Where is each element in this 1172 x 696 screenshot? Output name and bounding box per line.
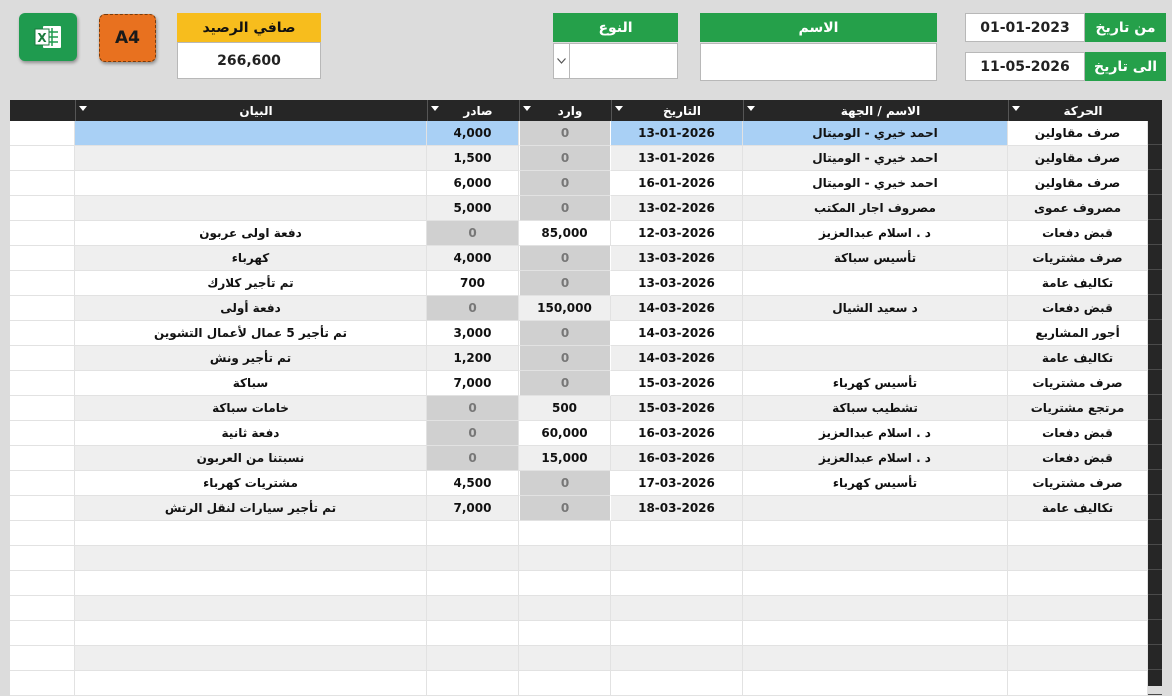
table-row[interactable] (10, 446, 1162, 471)
cell-outgoing[interactable]: 4,000 (427, 246, 519, 271)
row-gutter (10, 396, 75, 421)
cell-outgoing[interactable]: 0 (427, 446, 519, 471)
cell-incoming[interactable]: 0 (519, 246, 611, 271)
cell-outgoing[interactable]: 4,500 (427, 471, 519, 496)
cell-type[interactable]: قبض دفعات (1008, 421, 1148, 446)
cell-outgoing[interactable]: 0 (427, 296, 519, 321)
cell-incoming[interactable] (519, 596, 611, 621)
table-row[interactable] (10, 271, 1162, 296)
filter-arrow-icon[interactable] (79, 106, 87, 111)
cell-incoming[interactable]: 0 (519, 371, 611, 396)
row-selector[interactable] (1148, 321, 1162, 345)
cell-type[interactable] (1008, 596, 1148, 621)
row-selector[interactable] (1148, 246, 1162, 270)
table-row[interactable] (10, 571, 1162, 596)
cell-type[interactable]: صرف مشتريات (1008, 371, 1148, 396)
cell-date[interactable] (611, 546, 743, 571)
cell-type[interactable]: صرف مشتريات (1008, 246, 1148, 271)
cell-type[interactable]: صرف مقاولين (1008, 121, 1148, 146)
from-date-label: من تاريخ (1085, 13, 1166, 42)
row-selector[interactable] (1148, 146, 1162, 170)
cell-type[interactable] (1008, 671, 1148, 696)
cell-type[interactable]: قبض دفعات (1008, 446, 1148, 471)
cell-outgoing[interactable]: 1,500 (427, 146, 519, 171)
cell-type[interactable]: أجور المشاريع (1008, 321, 1148, 346)
table-row[interactable] (10, 346, 1162, 371)
row-gutter (10, 671, 75, 696)
cell-date[interactable]: 15-03-2026 (611, 396, 743, 421)
row-selector[interactable] (1148, 346, 1162, 370)
cell-description[interactable] (75, 621, 427, 646)
table-row[interactable] (10, 521, 1162, 546)
row-gutter (10, 471, 75, 496)
table-row[interactable] (10, 371, 1162, 396)
cell-date[interactable]: 17-03-2026 (611, 471, 743, 496)
cell-type[interactable]: تكاليف عامة (1008, 496, 1148, 521)
cell-name[interactable] (743, 671, 1008, 696)
cell-date[interactable]: 12-03-2026 (611, 221, 743, 246)
cell-date[interactable]: 14-03-2026 (611, 346, 743, 371)
to-date-label: الى تاريخ (1085, 52, 1166, 81)
export-excel-button[interactable] (19, 13, 77, 61)
cell-description[interactable]: نسبتنا من العربون (75, 446, 427, 471)
row-gutter (10, 621, 75, 646)
filter-arrow-icon[interactable] (615, 106, 623, 111)
cell-description[interactable]: سباكة (75, 371, 427, 396)
cell-description[interactable] (75, 171, 427, 196)
cell-date[interactable] (611, 646, 743, 671)
row-gutter (10, 546, 75, 571)
balance-value: 266,600 (177, 42, 321, 79)
row-gutter (10, 446, 75, 471)
row-selector[interactable] (1148, 446, 1162, 470)
table-row[interactable] (10, 171, 1162, 196)
cell-outgoing[interactable]: 0 (427, 421, 519, 446)
cell-name[interactable] (743, 321, 1008, 346)
cell-type[interactable]: تكاليف عامة (1008, 271, 1148, 296)
type-filter-select[interactable] (553, 43, 678, 79)
cell-outgoing[interactable]: 0 (427, 221, 519, 246)
row-selector[interactable] (1148, 471, 1162, 495)
cell-outgoing[interactable]: 3,000 (427, 321, 519, 346)
from-date-input[interactable]: 01-01-2023 (965, 13, 1085, 42)
cell-incoming[interactable]: 150,000 (519, 296, 611, 321)
cell-type[interactable]: صرف مقاولين (1008, 146, 1148, 171)
cell-name[interactable] (743, 571, 1008, 596)
cell-incoming[interactable]: 0 (519, 321, 611, 346)
row-gutter (10, 196, 75, 221)
row-selector[interactable] (1148, 296, 1162, 320)
cell-name[interactable] (743, 596, 1008, 621)
filter-arrow-icon[interactable] (1012, 106, 1020, 111)
cell-name[interactable]: د . اسلام عبدالعزيز (743, 221, 1008, 246)
row-selector[interactable] (1148, 171, 1162, 195)
cell-name[interactable]: تأسيس كهرباء (743, 471, 1008, 496)
name-filter-input[interactable] (700, 43, 937, 81)
table-row[interactable] (10, 646, 1162, 671)
row-gutter (10, 521, 75, 546)
row-gutter (10, 121, 75, 146)
cell-name[interactable]: مصروف اجار المكتب (743, 196, 1008, 221)
transactions-table (10, 100, 1162, 686)
row-selector[interactable] (1148, 546, 1162, 570)
cell-date[interactable]: 16-01-2026 (611, 171, 743, 196)
table-row[interactable] (10, 471, 1162, 496)
table-row[interactable] (10, 296, 1162, 321)
row-selector[interactable] (1148, 371, 1162, 395)
row-selector[interactable] (1148, 521, 1162, 545)
cell-date[interactable] (611, 596, 743, 621)
cell-outgoing[interactable] (427, 546, 519, 571)
cell-description[interactable]: دفعة ثانية (75, 421, 427, 446)
row-gutter (10, 221, 75, 246)
row-gutter (10, 171, 75, 196)
type-filter-label: النوع (553, 13, 678, 42)
cell-date[interactable]: 13-01-2026 (611, 121, 743, 146)
cell-name[interactable] (743, 621, 1008, 646)
cell-name[interactable]: د . اسلام عبدالعزيز (743, 446, 1008, 471)
row-selector[interactable] (1148, 571, 1162, 595)
cell-description[interactable]: تم تأجير 5 عمال لأعمال التشوين (75, 321, 427, 346)
balance-label: صافي الرصيد (177, 13, 321, 42)
cell-description[interactable] (75, 146, 427, 171)
cell-name[interactable] (743, 496, 1008, 521)
table-row[interactable] (10, 671, 1162, 696)
cell-outgoing[interactable] (427, 646, 519, 671)
cell-date[interactable] (611, 521, 743, 546)
cell-incoming[interactable]: 0 (519, 496, 611, 521)
row-selector[interactable] (1148, 596, 1162, 620)
row-gutter (10, 646, 75, 671)
cell-name[interactable] (743, 546, 1008, 571)
row-selector[interactable] (1148, 496, 1162, 520)
row-selector-bar[interactable] (1148, 100, 1162, 686)
cell-description[interactable] (75, 521, 427, 546)
cell-incoming[interactable] (519, 646, 611, 671)
cell-date[interactable]: 16-03-2026 (611, 446, 743, 471)
cell-type[interactable]: قبض دفعات (1008, 221, 1148, 246)
cell-type[interactable] (1008, 621, 1148, 646)
row-gutter (10, 146, 75, 171)
cell-name[interactable] (743, 271, 1008, 296)
cell-description[interactable]: تم تأجير سيارات لنقل الرتش (75, 496, 427, 521)
cell-name[interactable]: احمد خيري - الوميتال (743, 171, 1008, 196)
row-selector[interactable] (1148, 646, 1162, 670)
cell-name[interactable] (743, 521, 1008, 546)
cell-incoming[interactable]: 0 (519, 196, 611, 221)
chevron-down-icon (557, 58, 566, 64)
cell-incoming[interactable]: 0 (519, 121, 611, 146)
cell-date[interactable]: 14-03-2026 (611, 296, 743, 321)
row-selector[interactable] (1148, 221, 1162, 245)
cell-date[interactable] (611, 621, 743, 646)
cell-description[interactable]: كهرباء (75, 246, 427, 271)
to-date-input[interactable]: 11-05-2026 (965, 52, 1085, 81)
cell-incoming[interactable]: 0 (519, 146, 611, 171)
cell-description[interactable]: مشتريات كهرباء (75, 471, 427, 496)
row-gutter (10, 296, 75, 321)
cell-incoming[interactable] (519, 671, 611, 696)
cell-type[interactable] (1008, 521, 1148, 546)
row-gutter (10, 346, 75, 371)
svg-text:X: X (37, 31, 47, 45)
cell-incoming[interactable]: 0 (519, 346, 611, 371)
cell-outgoing[interactable]: 6,000 (427, 171, 519, 196)
table-row[interactable] (10, 196, 1162, 221)
row-gutter (10, 496, 75, 521)
cell-date[interactable] (611, 571, 743, 596)
cell-description[interactable] (75, 646, 427, 671)
column-header-type[interactable]: الحركة (1008, 100, 1149, 121)
cell-description[interactable] (75, 546, 427, 571)
cell-outgoing[interactable]: 1,200 (427, 346, 519, 371)
cell-incoming[interactable] (519, 546, 611, 571)
cell-date[interactable]: 13-03-2026 (611, 246, 743, 271)
row-gutter (10, 571, 75, 596)
cell-outgoing[interactable]: 700 (427, 271, 519, 296)
cell-description[interactable] (75, 596, 427, 621)
cell-incoming[interactable]: 15,000 (519, 446, 611, 471)
cell-type[interactable]: تكاليف عامة (1008, 346, 1148, 371)
cell-date[interactable]: 15-03-2026 (611, 371, 743, 396)
cell-date[interactable]: 13-01-2026 (611, 146, 743, 171)
filter-arrow-icon[interactable] (431, 106, 439, 111)
cell-type[interactable]: مرتجع مشتريات (1008, 396, 1148, 421)
cell-description[interactable]: دفعة أولى (75, 296, 427, 321)
cell-name[interactable]: د سعيد الشيال (743, 296, 1008, 321)
cell-description[interactable]: تم تأجير ونش (75, 346, 427, 371)
cell-description[interactable] (75, 196, 427, 221)
cell-outgoing[interactable]: 0 (427, 396, 519, 421)
cell-outgoing[interactable] (427, 521, 519, 546)
cell-name[interactable]: تأسيس كهرباء (743, 371, 1008, 396)
cell-incoming[interactable]: 0 (519, 271, 611, 296)
cell-type[interactable]: صرف مشتريات (1008, 471, 1148, 496)
filter-arrow-icon[interactable] (747, 106, 755, 111)
column-header-description[interactable]: البيان (75, 100, 428, 121)
cell-date[interactable]: 13-02-2026 (611, 196, 743, 221)
cell-type[interactable]: قبض دفعات (1008, 296, 1148, 321)
cell-type[interactable] (1008, 646, 1148, 671)
row-selector[interactable] (1148, 621, 1162, 645)
cell-date[interactable]: 14-03-2026 (611, 321, 743, 346)
row-selector[interactable] (1148, 421, 1162, 445)
cell-incoming[interactable]: 60,000 (519, 421, 611, 446)
row-selector[interactable] (1148, 396, 1162, 420)
row-gutter (10, 271, 75, 296)
table-row[interactable] (10, 421, 1162, 446)
cell-type[interactable]: صرف مقاولين (1008, 171, 1148, 196)
table-row[interactable] (10, 546, 1162, 571)
cell-type[interactable]: مصروف عموى (1008, 196, 1148, 221)
table-row[interactable] (10, 221, 1162, 246)
cell-name[interactable] (743, 346, 1008, 371)
cell-name[interactable]: تأسيس سباكة (743, 246, 1008, 271)
table-row[interactable] (10, 246, 1162, 271)
cell-incoming[interactable] (519, 571, 611, 596)
header-blank (10, 100, 75, 121)
row-gutter (10, 321, 75, 346)
column-header-date[interactable]: التاريخ (611, 100, 744, 121)
column-header-outgoing[interactable]: صادر (427, 100, 520, 121)
table-row[interactable] (10, 396, 1162, 421)
cell-outgoing[interactable] (427, 571, 519, 596)
cell-date[interactable] (611, 671, 743, 696)
cell-date[interactable]: 13-03-2026 (611, 271, 743, 296)
cell-outgoing[interactable] (427, 621, 519, 646)
cell-outgoing[interactable]: 5,000 (427, 196, 519, 221)
cell-type[interactable] (1008, 546, 1148, 571)
cell-description[interactable]: خامات سباكة (75, 396, 427, 421)
cell-description[interactable] (75, 571, 427, 596)
cell-description[interactable] (75, 671, 427, 696)
row-gutter (10, 421, 75, 446)
column-header-incoming[interactable]: وارد (519, 100, 612, 121)
row-selector[interactable] (1148, 196, 1162, 220)
cell-incoming[interactable]: 85,000 (519, 221, 611, 246)
table-row[interactable] (10, 121, 1162, 146)
table-row[interactable] (10, 321, 1162, 346)
column-header-name[interactable]: الاسم / الجهة (743, 100, 1009, 121)
table-row[interactable] (10, 596, 1162, 621)
table-row[interactable] (10, 621, 1162, 646)
cell-incoming[interactable]: 0 (519, 471, 611, 496)
cell-date[interactable]: 18-03-2026 (611, 496, 743, 521)
row-selector[interactable] (1148, 121, 1162, 145)
cell-incoming[interactable] (519, 521, 611, 546)
cell-name[interactable] (743, 646, 1008, 671)
cell-name[interactable]: احمد خيري - الوميتال (743, 121, 1008, 146)
cell-outgoing[interactable]: 7,000 (427, 371, 519, 396)
table-row[interactable] (10, 146, 1162, 171)
row-gutter (10, 596, 75, 621)
cell-description[interactable] (75, 121, 427, 146)
table-row[interactable] (10, 496, 1162, 521)
type-dropdown-button[interactable] (553, 43, 570, 79)
cell-description[interactable]: دفعة اولى عربون (75, 221, 427, 246)
cell-outgoing[interactable]: 4,000 (427, 121, 519, 146)
cell-name[interactable]: احمد خيري - الوميتال (743, 146, 1008, 171)
cell-incoming[interactable]: 500 (519, 396, 611, 421)
cell-outgoing[interactable] (427, 596, 519, 621)
cell-description[interactable]: تم تأجير كلارك (75, 271, 427, 296)
excel-icon (33, 23, 63, 51)
row-selector[interactable] (1148, 271, 1162, 295)
print-a4-button[interactable]: A4 (99, 14, 156, 62)
filter-arrow-icon[interactable] (523, 106, 531, 111)
cell-incoming[interactable] (519, 621, 611, 646)
cell-incoming[interactable]: 0 (519, 171, 611, 196)
row-selector[interactable] (1148, 671, 1162, 695)
name-filter-label: الاسم (700, 13, 937, 42)
cell-date[interactable]: 16-03-2026 (611, 421, 743, 446)
cell-type[interactable] (1008, 571, 1148, 596)
row-gutter (10, 246, 75, 271)
cell-outgoing[interactable]: 7,000 (427, 496, 519, 521)
cell-name[interactable]: د . اسلام عبدالعزيز (743, 421, 1008, 446)
row-gutter (10, 371, 75, 396)
cell-name[interactable]: تشطيب سباكة (743, 396, 1008, 421)
cell-outgoing[interactable] (427, 671, 519, 696)
